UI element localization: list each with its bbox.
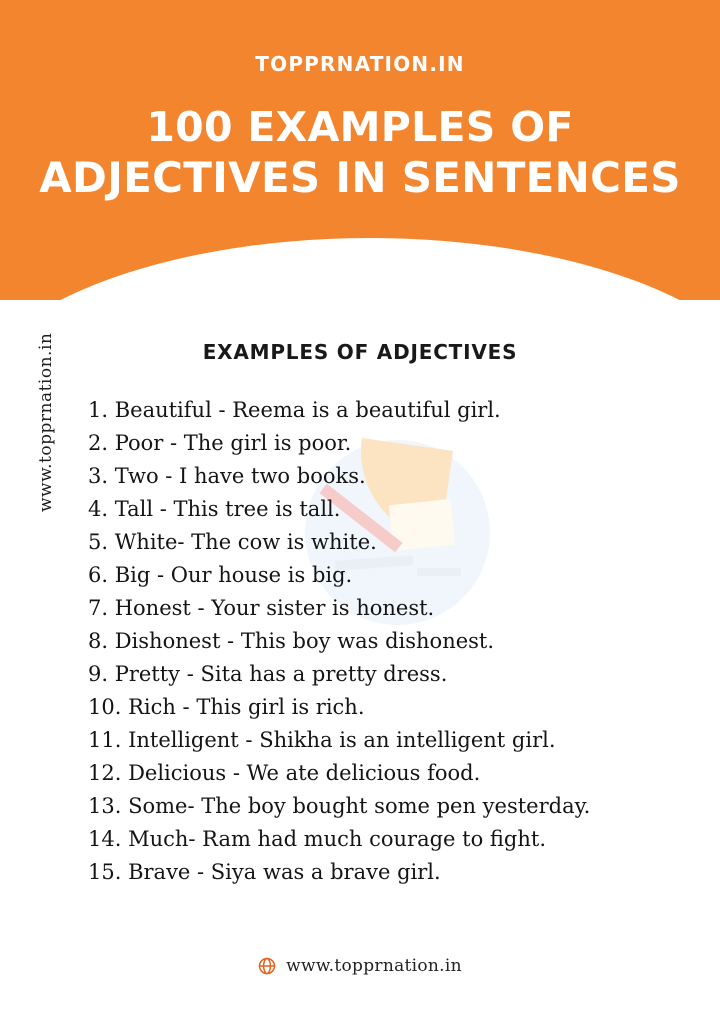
header-text-block	[0, 0, 720, 203]
poster-footer	[0, 956, 720, 976]
page-title-line-2: ADJECTIVES IN SENTENCES	[39, 153, 681, 203]
footer-url: www.topprnation.in	[286, 956, 462, 976]
list-item: 15. Brave - Siya was a brave girl.	[88, 860, 441, 884]
list-item: 7. Honest - Your sister is honest.	[88, 596, 435, 620]
list-item: 10. Rich - This girl is rich.	[88, 695, 365, 719]
poster-header	[0, 0, 720, 300]
side-vertical-url: www.topprnation.in	[36, 332, 56, 512]
brand-label: TOPPRNATION.IN	[255, 52, 465, 76]
list-item: 1. Beautiful - Reema is a beautiful girl.	[88, 398, 501, 422]
list-item: 5. White- The cow is white.	[88, 530, 377, 554]
list-item: 13. Some- The boy bought some pen yesterday.	[88, 794, 591, 818]
list-item: 3. Two - I have two books.	[88, 464, 366, 488]
list-item: 6. Big - Our house is big.	[88, 563, 353, 587]
list-item: 4. Tall - This tree is tall.	[88, 497, 341, 521]
list-item: 8. Dishonest - This boy was dishonest.	[88, 629, 495, 653]
list-item: 2. Poor - The girl is poor.	[88, 431, 352, 455]
page-title-line-1: 100 EXAMPLES OF	[146, 103, 574, 151]
section-title: EXAMPLES OF ADJECTIVES	[202, 340, 518, 364]
content-area	[0, 300, 720, 889]
adjective-examples-list	[0, 394, 720, 889]
list-item: 11. Intelligent - Shikha is an intelligent girl.	[88, 728, 556, 752]
list-item: 12. Delicious - We ate delicious food.	[88, 761, 481, 785]
page-title	[0, 102, 720, 203]
header-wave-divider	[0, 238, 720, 300]
globe-icon	[258, 957, 276, 975]
list-item: 14. Much- Ram had much courage to fight.	[88, 827, 547, 851]
list-item: 9. Pretty - Sita has a pretty dress.	[88, 662, 448, 686]
